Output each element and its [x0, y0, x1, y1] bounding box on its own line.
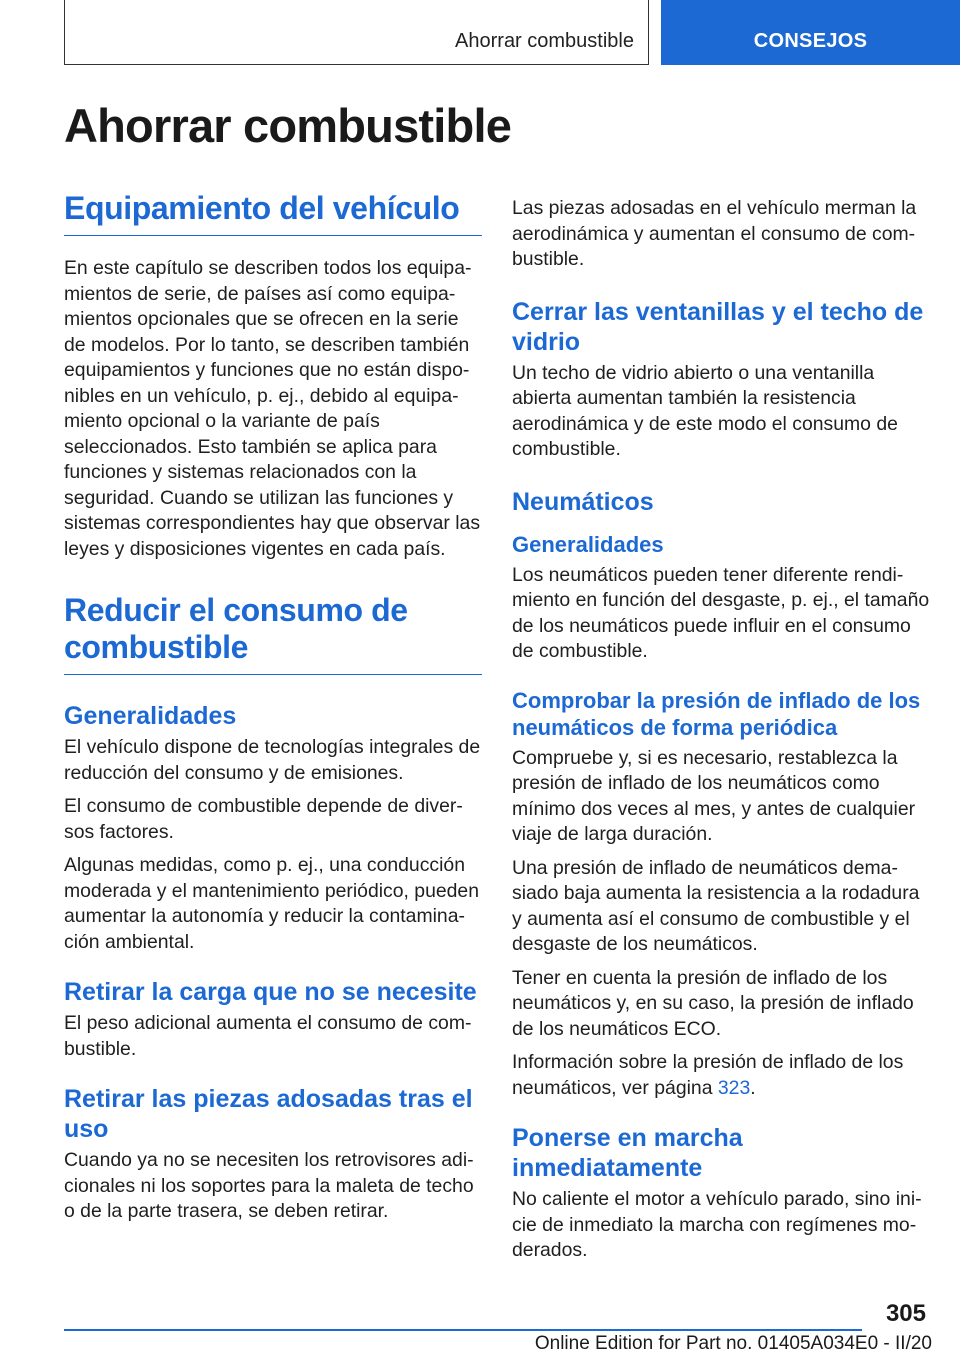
- tires-heading: Neumáticos: [512, 487, 654, 516]
- tire-pressure-text-2: Una presión de inflado de neumáticos demasiado baja aumenta la resistencia a la rodadura y aumenta así el consumo de combustible y el desgaste de los neumáticos.: [512, 856, 920, 955]
- equipment-text: En este capítulo se describen todos los equipamientos de serie, de países así como equipamientos opcionales que se ofrecen en la serie de modelos. Por lo tanto, se describen también equipamientos y funciones que no están disponibles en un vehículo, p. ej., debido al equipamiento opcional o la variante de país seleccionados. Esto también se aplica para funciones y sistemas relacionados con la seguridad. Cuando se utilizan las funciones y sistemas correspondientes hay que observar las leyes y disposiciones vigentes en cada país.: [64, 257, 481, 560]
- footer-edition: Online Edition for Part no. 01405A034E0 - II/20: [534, 1333, 932, 1354]
- right-column: [512, 196, 930, 1272]
- tire-pressure-text-1: Compruebe y, si es necesario, restablezca la presión de inflado de los neumáticos como mínimo dos veces al mes, y antes de cualquier viaje de larga duración.: [512, 746, 916, 845]
- general-text-3: Algunas medidas, como p. ej., una conducción moderada y el mantenimiento periódico, pueden aumentar la autonomía y reducir la contaminación ambiental.: [64, 854, 480, 953]
- tire-pressure-ref-end: .: [750, 1076, 756, 1099]
- parts-continued-text: Las piezas adosadas en el vehículo merman la aerodinámica y aumentan el consumo de combustible.: [512, 197, 917, 270]
- start-immediately-text: No caliente el motor a vehículo parado, sino inicie de inmediato la marcha con regímenes moderados.: [512, 1188, 922, 1261]
- windows-heading: Cerrar las ventanillas y el techo de vidrio: [512, 297, 924, 356]
- tire-pressure-ref-text: Información sobre la presión de inflado de los neumáticos, ver página: [512, 1051, 904, 1099]
- remove-load-heading: Retirar la carga que no se necesite: [64, 978, 477, 1006]
- header-section-label: CONSEJOS: [753, 30, 868, 52]
- remove-load-text: El peso adicional aumenta el consumo de combustible.: [64, 1012, 472, 1060]
- footer-divider: [64, 1329, 862, 1331]
- general-text-1: El vehículo dispone de tecnologías integrales de reducción del consumo y de emisiones.: [64, 736, 481, 784]
- header-section-tab[interactable]: [661, 0, 960, 65]
- general-heading: Generalidades: [64, 702, 237, 730]
- start-immediately-heading: Ponerse en marcha inmediatamente: [512, 1124, 743, 1182]
- remove-parts-text: Cuando ya no se necesiten los retrovisores adicionales ni los soportes para la maleta de techo o de la parte trasera, se deben retirar.: [64, 1149, 474, 1222]
- page-title: Ahorrar combustible: [64, 99, 512, 152]
- tire-pressure-text-3: Tener en cuenta la presión de inflado de los neumáticos y, en su caso, la presión de inflado de los neumáticos ECO.: [512, 966, 914, 1040]
- tires-general-heading: Generalidades: [512, 531, 664, 557]
- reduce-consumption-heading: Reducir el consumo de combustible: [64, 592, 482, 675]
- page-reference-link[interactable]: 323: [717, 1076, 751, 1099]
- tire-pressure-heading: Comprobar la presión de inflado de los neumáticos de forma periódica: [512, 687, 921, 740]
- tire-pressure-text-4: [512, 1050, 930, 1101]
- tires-general-text: Los neumáticos pueden tener diferente rendimiento en función del desgaste, p. ej., el tamaño de los neumáticos puede influir en el consumo de combustible.: [512, 563, 930, 662]
- header-chapter-box: [64, 0, 649, 65]
- left-column: [64, 190, 482, 1233]
- equipment-heading: Equipamiento del vehículo: [64, 190, 482, 236]
- header-chapter-title: Ahorrar combustible: [455, 30, 634, 52]
- general-text-2: El consumo de combustible depende de diversos factores.: [64, 795, 463, 843]
- windows-text: Un techo de vidrio abierto o una ventanilla abierta aumentan también la resistencia aerodinámica y de este modo el consumo de combustible.: [512, 361, 898, 460]
- remove-parts-heading: Retirar las piezas adosadas tras el uso: [64, 1085, 473, 1143]
- page-number: 305: [885, 1300, 926, 1327]
